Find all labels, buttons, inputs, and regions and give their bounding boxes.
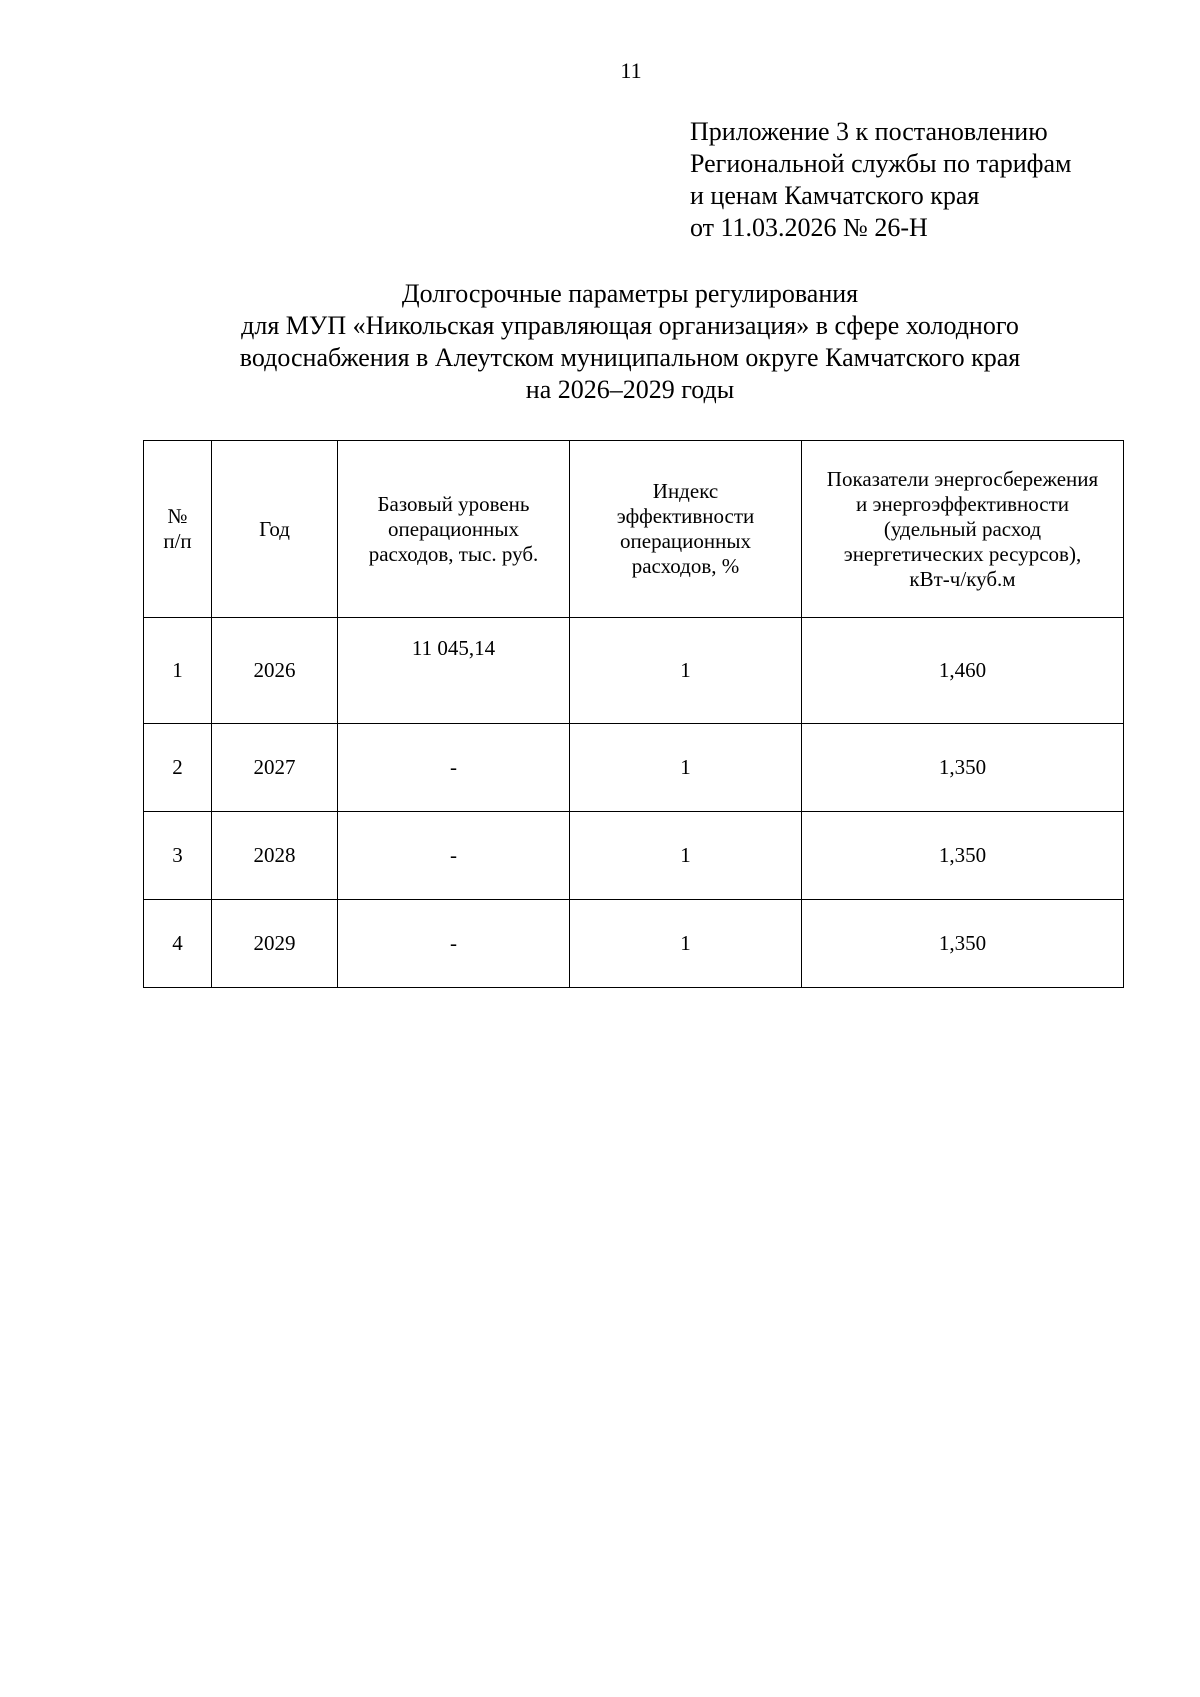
- header-line: операционных: [388, 516, 519, 541]
- appendix-line: Региональной службы по тарифам: [690, 149, 1072, 178]
- header-efficiency-index: [570, 441, 802, 618]
- header-line: расходов, %: [631, 554, 740, 578]
- appendix-note: [690, 116, 1190, 244]
- cell-efficiency-index: 1: [570, 900, 802, 988]
- cell-base-opex: -: [338, 900, 570, 988]
- title-line: водоснабжения в Алеутском муниципальном округе Камчатского края: [239, 343, 1021, 372]
- header-line: и энергоэффективности: [856, 491, 1069, 516]
- parameters-table: [143, 440, 1124, 988]
- title-line: на 2026–2029 годы: [525, 375, 735, 404]
- cell-year: 2026: [212, 618, 338, 724]
- header-line: Базовый уровень: [377, 491, 530, 516]
- cell-energy-indicator: 1,350: [802, 724, 1124, 812]
- cell-year: 2027: [212, 724, 338, 812]
- header-energy-indicators: [802, 441, 1124, 618]
- cell-base-opex: -: [338, 812, 570, 900]
- header-line: энергетических ресурсов),: [843, 541, 1082, 566]
- cell-year: 2029: [212, 900, 338, 988]
- table-row: [144, 900, 1124, 988]
- header-line: расходов, тыс. руб.: [368, 541, 539, 566]
- cell-energy-indicator: 1,350: [802, 900, 1124, 988]
- cell-energy-indicator: 1,350: [802, 812, 1124, 900]
- header-line: Показатели энергосбережения: [826, 466, 1099, 491]
- header-base-opex: [338, 441, 570, 618]
- cell-efficiency-index: 1: [570, 812, 802, 900]
- table-row: [144, 724, 1124, 812]
- table-row: [144, 618, 1124, 724]
- appendix-line: от 11.03.2026 № 26-Н: [690, 213, 928, 242]
- title-line: Долгосрочные параметры регулирования: [401, 279, 859, 308]
- header-line: операционных: [620, 529, 751, 553]
- header-year: [212, 441, 338, 618]
- appendix-line: и ценам Камчатского края: [690, 181, 980, 210]
- header-line: (удельный расход: [883, 516, 1042, 541]
- cell-number: 1: [144, 618, 212, 724]
- header-number: [144, 441, 212, 618]
- header-line: №: [167, 504, 188, 528]
- cell-efficiency-index: 1: [570, 724, 802, 812]
- header-line: эффективности: [616, 504, 755, 528]
- header-line: кВт-ч/куб.м: [909, 566, 1016, 591]
- cell-base-opex: 11 045,14: [338, 618, 570, 724]
- header-line: Год: [259, 516, 290, 541]
- document-title: [140, 278, 1120, 406]
- cell-energy-indicator: 1,460: [802, 618, 1124, 724]
- cell-number: 2: [144, 724, 212, 812]
- cell-base-opex: -: [338, 724, 570, 812]
- header-line: Индекс: [652, 479, 719, 503]
- cell-number: 4: [144, 900, 212, 988]
- cell-year: 2028: [212, 812, 338, 900]
- cell-number: 3: [144, 812, 212, 900]
- title-line: для МУП «Никольская управляющая организация» в сфере холодного: [241, 311, 1019, 340]
- table-row: [144, 812, 1124, 900]
- table-header-row: [144, 441, 1124, 618]
- page-number: 11: [620, 58, 642, 83]
- cell-efficiency-index: 1: [570, 618, 802, 724]
- header-line: п/п: [163, 529, 192, 553]
- appendix-line: Приложение 3 к постановлению: [690, 117, 1048, 146]
